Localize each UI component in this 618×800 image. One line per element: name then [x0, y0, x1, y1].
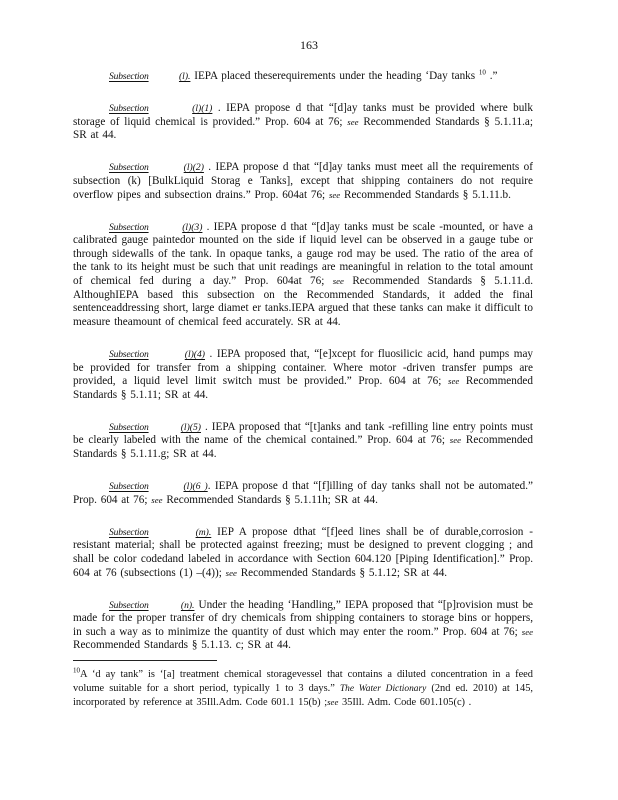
subsection-paragraph [73, 480, 533, 507]
spacer [149, 161, 184, 173]
spacer [149, 221, 183, 233]
footnote-text-end: 35Ill. Adm. Code 601.105(c) . [338, 697, 472, 709]
subsection-label: Subsection [109, 71, 149, 82]
paragraph-text-before: . IEPA propose d that “[d]ay tanks must meet all the requirements of subsection (k) [BulkLiquid Storag e Tanks], except that shipping containers do not require overflow pipes and subsection drains.” Prop. 604at 76; [73, 161, 533, 201]
paragraph-text-before: IEP A propose dthat “[f]eed lines shall be of durable,corrosion - resistant material; shall be protected against freezing; must be designed to prevent clogging ; and shall be color codedand labeled in accordance with Section 604.120 [Piping Identification].” Prop. 604 at 76 (subsections (1) –(4)); [73, 525, 534, 579]
subsection-id: (l)(5) [180, 421, 201, 433]
spacer [149, 348, 185, 360]
subsection-paragraph [73, 421, 533, 462]
subsection-label: Subsection [109, 221, 149, 233]
subsection-id: (l)(3) [182, 221, 203, 233]
see-signal: see [448, 376, 460, 387]
paragraph-text-before: . IEPA propose d that “[d]ay tanks must be scale -mounted, or have a calibrated gauge paintedor mounted on the side if liquid level can be observed in a gauge tube or through sidewalls of the tank. In opaque tanks, a gauge rod may be used. The ratio of the area of the tank to its height must be such that unit readings are meaningful in relation to the total amount of chemical fed during a day.” Prop. 604at 76; [73, 220, 533, 288]
footnote-divider [73, 660, 217, 661]
paragraph-text-after: .” [485, 70, 498, 82]
paragraph-text-end: Recommended Standards § 5.1.11.b. [340, 188, 511, 201]
see-signal: see [347, 116, 359, 127]
footnote [73, 668, 533, 710]
see-signal: see [328, 189, 341, 200]
subsection-paragraph [73, 348, 533, 402]
spacer [149, 599, 181, 611]
subsection-id: (l). [178, 71, 191, 82]
footnote-reference: 10 [478, 68, 486, 77]
subsection-id: (l)(2) [183, 162, 204, 174]
subsection-label: Subsection [109, 421, 149, 433]
paragraph-text-end: Recommended Standards § 5.1.13. c; SR at 44. [73, 639, 291, 652]
paragraph-text-before: . IEPA proposed that, “[e]xcept for fluosilicic acid, hand pumps may be provided for transfer from a shipping container. Where motor -driven transfer pumps are provided, a liquid level limit switch must be provided.” Prop. 604 at 76; [73, 347, 534, 388]
document-body [73, 70, 533, 672]
paragraph-text-end: Recommended Standards § 5.1.11.a; SR at 44. [73, 115, 533, 142]
subsection-label: Subsection [109, 103, 149, 115]
subsection-paragraph [73, 161, 533, 202]
subsection-id: (m). [195, 526, 212, 538]
footnote-title: The Water Dictionary [339, 683, 427, 694]
subsection-id: (l)(6 ) [183, 481, 208, 493]
subsection-id: (n). [180, 599, 195, 611]
subsection-paragraph [73, 221, 533, 330]
spacer [149, 421, 181, 433]
subsection-label: Subsection [109, 348, 149, 360]
subsection-label: Subsection [109, 162, 149, 174]
subsection-id: (l)(4) [184, 348, 205, 360]
paragraph-text-end: Recommended Standards § 5.1.11.d. AlthoughIEPA based this subsection on the Recommended Standards, it added the final sentenceaddressing short, large diamet er tanks.IEPA argued that these tanks can make it difficult to measure theamount of chemical feed accurately. SR at 44. [73, 275, 533, 328]
see-signal: see [151, 494, 163, 505]
see-signal: see [225, 567, 237, 578]
see-signal: see [332, 276, 344, 287]
see-signal: see [449, 435, 462, 446]
footnote-number: 10 [73, 666, 80, 675]
spacer [149, 70, 179, 82]
footnote-see: see [327, 697, 339, 708]
paragraph-text-before: . IEPA propose d that “[f]illing of day tanks shall not be automated.” Prop. 604 at 76; [73, 480, 534, 506]
paragraph-text-end: Recommended Standards § 5.1.12; SR at 44. [236, 566, 448, 579]
subsection-paragraph [73, 102, 533, 143]
paragraph-text-before: Under the heading ‘Handling,” IEPA proposed that “[p]rovision must be made for the proper transfer of dry chemicals from shipping containers to storage bins or hoppers, in such a way as to minimize the quantity of dust which may enter the room.” Prop. 604 at 76; [73, 598, 533, 638]
subsection-id: (l)(1) [192, 103, 213, 115]
paragraph-text-before: . IEPA propose d that “[d]ay tanks must be provided where bulk storage of liquid chemical is provided.” Prop. 604 at 76; [73, 102, 534, 128]
spacer [149, 102, 193, 114]
page-number: 163 [300, 38, 318, 52]
paragraph-text-before: . IEPA proposed that “[t]anks and tank -refilling line entry points must be clearly labeled with the name of the chemical contained.” Prop. 604 at 76; [73, 420, 534, 447]
see-signal: see [521, 626, 533, 637]
subsection-label: Subsection [109, 481, 149, 493]
subsection-paragraph [73, 70, 533, 84]
footnote-text-before: A ‘d ay tank” is ‘[a] treatment chemical storagevessel that contains a diluted concentration in a feed volume suitable for a short period, typically 1 to 3 days.” [73, 669, 533, 694]
subsection-paragraph [73, 599, 533, 653]
footnote-text-middle: (2nd ed. 2010) at 145, incorporated by reference at 35Ill.Adm. Code 601.1 15(b) ; [73, 682, 533, 709]
paragraph-text-end: Recommended Standards § 5.1.11; SR at 44. [73, 375, 533, 401]
paragraph-text-end: Recommended Standards § 5.1.11h; SR at 44. [162, 493, 378, 506]
subsection-paragraph [73, 526, 533, 580]
paragraph-text-end: Recommended Standards § 5.1.11.g; SR at 44. [73, 434, 533, 460]
paragraph-text-before: IEPA placed theserequirements under the heading ‘Day tanks [190, 70, 479, 82]
subsection-label: Subsection [109, 599, 149, 611]
spacer [149, 480, 184, 492]
spacer [149, 526, 196, 538]
subsection-label: Subsection [109, 526, 149, 538]
